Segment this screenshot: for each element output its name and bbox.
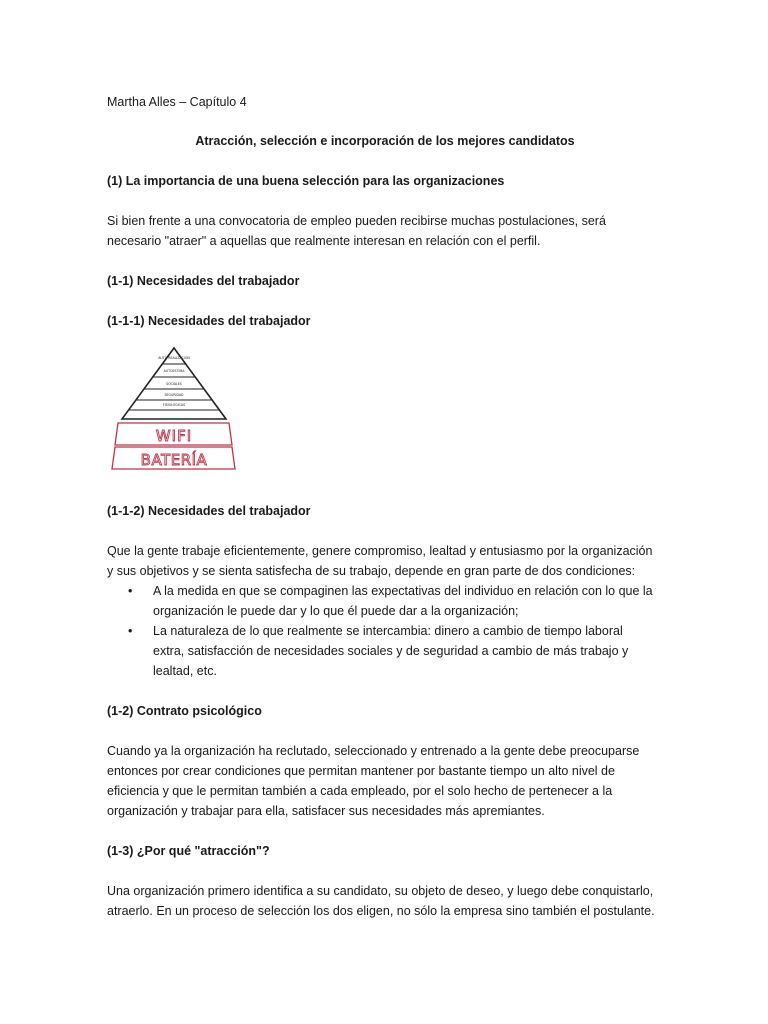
paragraph-line: organización y trabajar para ella, satisfacer sus necesidades más apremiantes.: [107, 804, 545, 818]
document-page: [107, 92, 663, 941]
conditions-list: [107, 581, 663, 681]
paragraph-line: entonces por crear condiciones que permitan mantener por bastante tiempo un alto nivel de: [107, 764, 615, 778]
paragraph-line: y sus objetivos y se sienta satisfecha de su trabajo, depende en gran parte de dos condiciones:: [107, 564, 636, 578]
list-item-line: organización le puede dar y lo que él puede dar a la organización;: [153, 604, 519, 618]
paragraph-line: eficiencia y que le permitan también a cada empleado, por el solo hecho de pertenecer a la: [107, 784, 613, 798]
pyramid-level-label: SOCIALES: [166, 382, 182, 386]
list-item-line: A la medida en que se compaginen las expectativas del individuo en relación con lo que la: [153, 584, 653, 598]
heading-section-1-2: (1-2) Contrato psicológico: [107, 704, 262, 718]
paragraph-section-1-1-2: [107, 541, 663, 581]
pyramid-level-label: FISIOLÓGICAS: [162, 403, 186, 407]
pyramid-level-label: AUTOESTIMA: [163, 369, 185, 373]
author-line: Martha Alles – Capítulo 4: [107, 95, 247, 109]
heading-section-1-1-1: (1-1-1) Necesidades del trabajador: [107, 314, 311, 328]
maslow-pyramid-image: [108, 343, 241, 471]
paragraph-line: Que la gente trabaje eficientemente, genere compromiso, lealtad y entusiasmo por la organización: [107, 544, 653, 558]
bateria-label: BATERÍA: [140, 451, 208, 469]
pyramid-level-label: AUTO REALIZACIÓN: [158, 356, 190, 360]
paragraph-line: atraerlo. En un proceso de selección los dos eligen, no sólo la empresa sino también el postulante.: [107, 904, 655, 918]
maslow-pyramid-figure: [108, 343, 241, 471]
list-item: [107, 621, 663, 681]
paragraph-section-1: [107, 211, 663, 251]
list-item-line: lealtad, etc.: [153, 664, 217, 678]
paragraph-section-1-2: [107, 741, 663, 821]
pyramid-level-label: SEGURIDAD: [164, 393, 184, 397]
paragraph-line: Cuando ya la organización ha reclutado, seleccionado y entrenado a la gente debe preocuparse: [107, 744, 640, 758]
bullet-icon: •: [128, 584, 133, 598]
heading-section-1-1: (1-1) Necesidades del trabajador: [107, 274, 300, 288]
paragraph-line: Una organización primero identifica a su candidato, su objeto de deseo, y luego debe conquistarlo,: [107, 884, 654, 898]
heading-section-1: (1) La importancia de una buena selección para las organizaciones: [107, 174, 505, 188]
document-title: Atracción, selección e incorporación de los mejores candidatos: [195, 134, 575, 148]
list-item-line: extra, satisfacción de necesidades sociales y de seguridad a cambio de más trabajo y: [153, 644, 629, 658]
list-item: [107, 581, 663, 621]
paragraph-line: necesario "atraer" a aquellas que realmente interesan en relación con el perfil.: [107, 234, 541, 248]
heading-section-1-1-2: (1-1-2) Necesidades del trabajador: [107, 504, 311, 518]
paragraph-section-1-3: [107, 881, 663, 921]
heading-section-1-3: (1-3) ¿Por qué "atracción"?: [107, 844, 270, 858]
list-item-line: La naturaleza de lo que realmente se intercambia: dinero a cambio de tiempo laboral: [153, 624, 623, 638]
wifi-label: WIFI: [155, 427, 193, 445]
paragraph-line: Si bien frente a una convocatoria de empleo pueden recibirse muchas postulaciones, será: [107, 214, 606, 228]
bullet-icon: •: [128, 624, 133, 638]
